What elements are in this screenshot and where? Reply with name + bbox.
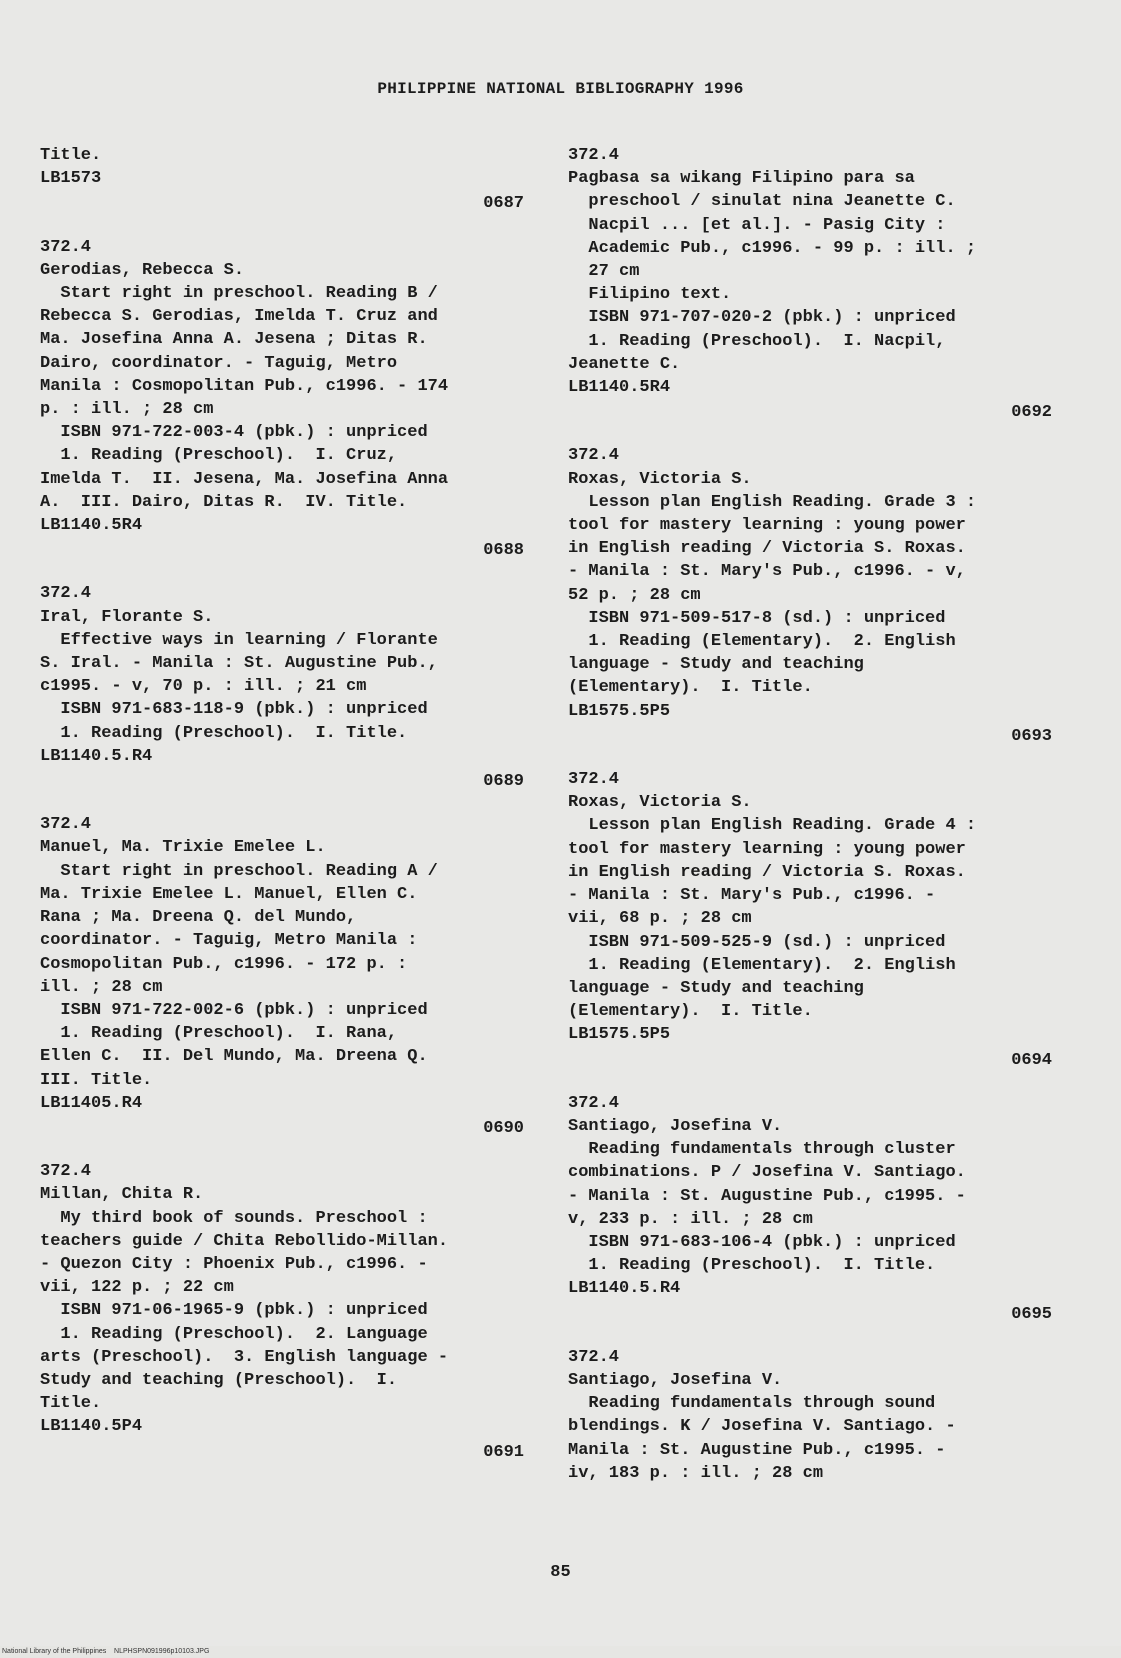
left-column: [40, 144, 530, 1484]
entry-line: S. Iral. - Manila : St. Augustine Pub.,: [40, 654, 438, 674]
entry-line: LB1140.5.R4: [40, 746, 153, 766]
bibliography-entry: [568, 144, 1058, 444]
entry-number: 0688: [483, 541, 524, 561]
entry-line: ISBN 971-722-002-6 (pbk.) : unpriced: [40, 1000, 428, 1020]
entry-line: Ma. Josefina Anna A. Jesena ; Ditas R.: [40, 330, 428, 350]
entry-line: ISBN 971-683-118-9 (pbk.) : unpriced: [40, 700, 428, 720]
entry-line: Manuel, Ma. Trixie Emelee L.: [40, 838, 326, 858]
entry-line: - Quezon City : Phoenix Pub., c1996. -: [40, 1254, 428, 1274]
entry-line: Lesson plan English Reading. Grade 4 :: [568, 816, 977, 836]
entry-line: ISBN 971-707-020-2 (pbk.) : unpriced: [568, 308, 956, 328]
bibliography-entry: [568, 768, 1058, 1092]
entry-line: 372.4: [40, 237, 92, 257]
entry-line: Title.: [40, 1394, 102, 1414]
entry-line: iv, 183 p. : ill. ; 28 cm: [568, 1463, 824, 1483]
entry-line: - Manila : St. Mary's Pub., c1996. -: [568, 886, 936, 906]
entry-line: ISBN 971-06-1965-9 (pbk.) : unpriced: [40, 1301, 428, 1321]
entry-spacer: [568, 1072, 1058, 1092]
entry-line: LB1575.5P5: [568, 1025, 671, 1045]
entry-number: 0687: [483, 194, 524, 214]
entry-line: Imelda T. II. Jesena, Ma. Josefina Anna: [40, 469, 449, 489]
entry-line: LB1140.5.R4: [568, 1279, 681, 1299]
entry-line: coordinator. - Taguig, Metro Manila :: [40, 931, 418, 951]
entry-line: Ma. Trixie Emelee L. Manuel, Ellen C.: [40, 884, 418, 904]
entry-spacer: [568, 424, 1058, 444]
entry-line: Lesson plan English Reading. Grade 3 :: [568, 492, 977, 512]
entry-line: in English reading / Victoria S. Roxas.: [568, 539, 966, 559]
entry-spacer: [568, 1326, 1058, 1346]
entry-line: Reading fundamentals through sound: [568, 1394, 936, 1414]
entry-line: 372.4: [568, 1093, 620, 1113]
entry-line: 52 p. ; 28 cm: [568, 585, 701, 605]
entry-line: in English reading / Victoria S. Roxas.: [568, 862, 966, 882]
entry-line: p. : ill. ; 28 cm: [40, 400, 214, 420]
entry-line: preschool / sinulat nina Jeanette C.: [568, 192, 956, 212]
entry-line: Santiago, Josefina V.: [568, 1116, 783, 1136]
entry-line: 372.4: [568, 146, 620, 165]
entry-spacer: [40, 216, 530, 236]
entry-line: Academic Pub., c1996. - 99 p. : ill. ;: [568, 238, 977, 258]
entry-line: 1. Reading (Elementary). 2. English: [568, 955, 956, 975]
entry-line: teachers guide / Chita Rebollido-Millan.: [40, 1231, 449, 1251]
bibliography-entry: [40, 1160, 530, 1484]
entry-line: Manila : Cosmopolitan Pub., c1996. - 174: [40, 376, 449, 396]
entry-line: - Manila : St. Augustine Pub., c1995. -: [568, 1186, 966, 1206]
entry-line: Iral, Florante S.: [40, 607, 214, 627]
bibliography-entry: [40, 144, 530, 236]
entry-line: blendings. K / Josefina V. Santiago. -: [568, 1417, 956, 1437]
entry-number: 0690: [483, 1118, 524, 1138]
entry-line: combinations. P / Josefina V. Santiago.: [568, 1163, 966, 1183]
entry-line: ISBN 971-683-106-4 (pbk.) : unpriced: [568, 1232, 956, 1252]
entry-line: A. III. Dairo, Ditas R. IV. Title.: [40, 492, 408, 512]
entry-number: 0689: [483, 772, 524, 792]
entry-line: 372.4: [568, 770, 620, 790]
entry-line: LB1140.5P4: [40, 1417, 143, 1437]
entry-spacer: [40, 1140, 530, 1160]
entry-line: Study and teaching (Preschool). I.: [40, 1370, 398, 1390]
entry-line: Jeanette C.: [568, 354, 681, 374]
entry-line: Roxas, Victoria S.: [568, 469, 752, 489]
right-column: [568, 144, 1058, 1485]
entry-line: Cosmopolitan Pub., c1996. - 172 p. :: [40, 954, 408, 974]
bibliography-entry: [568, 1092, 1058, 1346]
entry-line: Pagbasa sa wikang Filipino para sa: [568, 169, 915, 189]
entry-line: Ellen C. II. Del Mundo, Ma. Dreena Q.: [40, 1047, 428, 1067]
bibliography-entry: [40, 236, 530, 583]
entry-number: 0693: [1011, 726, 1052, 746]
entry-number: 0694: [1011, 1050, 1052, 1070]
entry-line: Rebecca S. Gerodias, Imelda T. Cruz and: [40, 307, 438, 327]
page-header: PHILIPPINE NATIONAL BIBLIOGRAPHY 1996: [377, 80, 744, 98]
entry-line: 1. Reading (Preschool). 2. Language: [40, 1324, 428, 1344]
entry-line: My third book of sounds. Preschool :: [40, 1208, 428, 1228]
entry-line: ISBN 971-722-003-4 (pbk.) : unpriced: [40, 423, 428, 443]
entry-line: Nacpil ... [et al.]. - Pasig City :: [568, 215, 946, 235]
entry-spacer: [40, 1464, 530, 1484]
bibliography-entry: [568, 444, 1058, 768]
entry-line: 1. Reading (Preschool). I. Cruz,: [40, 446, 398, 466]
entry-spacer: [568, 748, 1058, 768]
entry-line: 1. Reading (Preschool). I. Nacpil,: [568, 331, 946, 351]
entry-line: ill. ; 28 cm: [40, 977, 163, 997]
entry-line: Reading fundamentals through cluster: [568, 1140, 956, 1160]
scan-footer: National Library of the Philippines NLPHSPN091996p10103.JPG: [2, 1648, 210, 1655]
entry-line: LB1575.5P5: [568, 701, 671, 721]
entry-line: language - Study and teaching: [568, 655, 864, 675]
entry-line: tool for mastery learning : young power: [568, 839, 966, 859]
entry-line: LB1140.5R4: [40, 516, 143, 536]
entry-spacer: [40, 562, 530, 582]
entry-line: 1. Reading (Preschool). I. Rana,: [40, 1024, 398, 1044]
entry-line: (Elementary). I. Title.: [568, 678, 813, 698]
entry-line: 372.4: [568, 446, 620, 466]
entry-line: 372.4: [40, 815, 92, 835]
entry-line: v, 233 p. : ill. ; 28 cm: [568, 1209, 813, 1229]
entry-number: 0692: [1011, 403, 1052, 423]
entry-line: LB1140.5R4: [568, 378, 671, 398]
entry-line: Start right in preschool. Reading B /: [40, 284, 438, 304]
entry-spacer: [40, 793, 530, 813]
entry-line: Filipino text.: [568, 285, 732, 305]
entry-line: III. Title.: [40, 1070, 153, 1090]
entry-line: Manila : St. Augustine Pub., c1995. -: [568, 1440, 946, 1460]
entry-line: - Manila : St. Mary's Pub., c1996. - v,: [568, 562, 966, 582]
entry-line: LB1573: [40, 169, 102, 189]
entry-line: Effective ways in learning / Florante: [40, 630, 438, 650]
entry-line: arts (Preschool). 3. English language -: [40, 1347, 449, 1367]
bibliography-entry: [568, 1346, 1058, 1485]
entry-line: 372.4: [40, 1162, 92, 1182]
entry-number: 0691: [483, 1442, 524, 1462]
entry-line: Title.: [40, 146, 102, 165]
entry-line: (Elementary). I. Title.: [568, 1002, 813, 1022]
bibliography-entry: [40, 813, 530, 1160]
entry-line: vii, 68 p. ; 28 cm: [568, 909, 752, 929]
entry-line: Millan, Chita R.: [40, 1185, 204, 1205]
entry-line: Santiago, Josefina V.: [568, 1370, 783, 1390]
entry-line: tool for mastery learning : young power: [568, 516, 966, 536]
entry-line: language - Study and teaching: [568, 978, 864, 998]
entry-line: LB11405.R4: [40, 1093, 143, 1113]
entry-line: ISBN 971-509-525-9 (sd.) : unpriced: [568, 932, 946, 952]
entry-line: 1. Reading (Preschool). I. Title.: [568, 1256, 936, 1276]
entry-line: 372.4: [40, 584, 92, 604]
entry-line: Dairo, coordinator. - Taguig, Metro: [40, 353, 398, 373]
entry-line: Start right in preschool. Reading A /: [40, 861, 438, 881]
entry-line: Roxas, Victoria S.: [568, 793, 752, 813]
entry-line: ISBN 971-509-517-8 (sd.) : unpriced: [568, 608, 946, 628]
page-number: 85: [550, 1563, 571, 1582]
entry-line: vii, 122 p. ; 22 cm: [40, 1278, 234, 1298]
entry-line: Gerodias, Rebecca S.: [40, 260, 245, 280]
entry-line: Rana ; Ma. Dreena Q. del Mundo,: [40, 908, 357, 928]
entry-line: 1. Reading (Preschool). I. Title.: [40, 723, 408, 743]
entry-line: 27 cm: [568, 262, 640, 282]
bibliography-entry: [40, 582, 530, 813]
entry-line: 1. Reading (Elementary). 2. English: [568, 632, 956, 652]
entry-line: 372.4: [568, 1347, 620, 1367]
entry-number: 0695: [1011, 1304, 1052, 1324]
entry-line: c1995. - v, 70 p. : ill. ; 21 cm: [40, 677, 367, 697]
